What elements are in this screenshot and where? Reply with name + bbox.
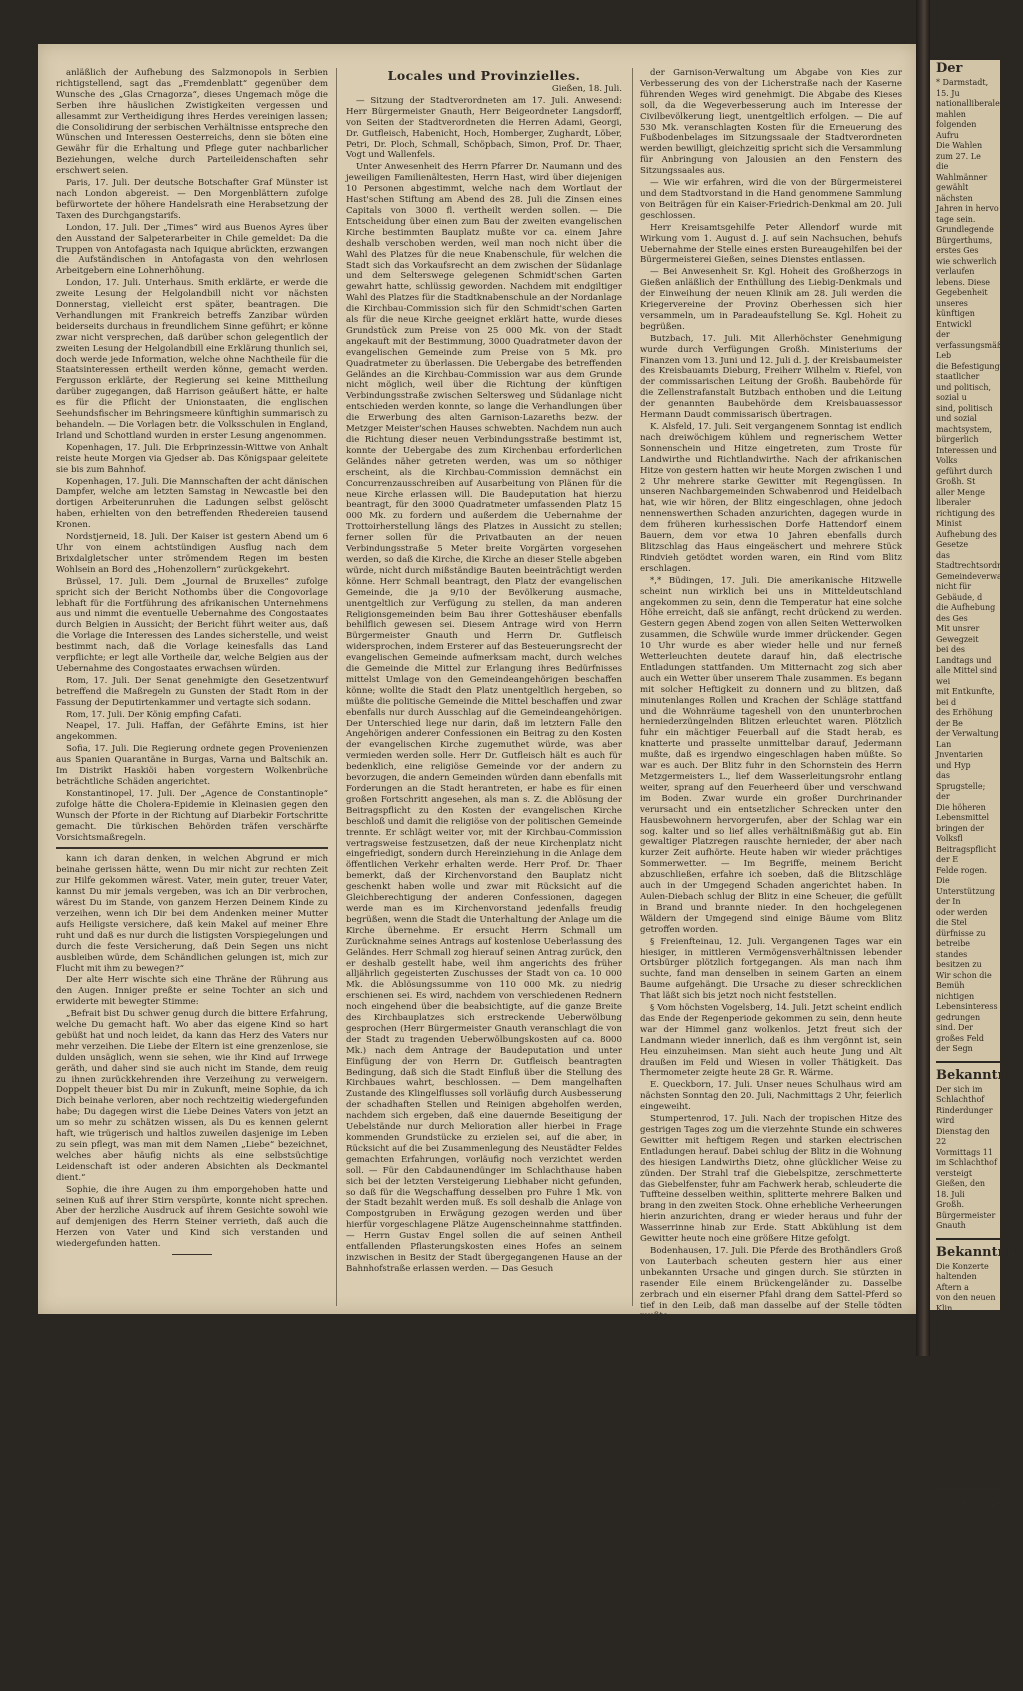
article-paragraph: — Bei Anwesenheit Sr. Kgl. Hoheit des Großherzogs in Gießen anläßlich der Enthüllung des Liebig-Denkmals und der Einweihung der neuen Klinik am 28. Juli werden die Kriegervereine der Provinz Oberhessen sich hier versammeln, um in Paradeaufstellung Se. Kgl. Hoheit zu begrüßen. xyxy=(640,267,902,332)
end-rule xyxy=(172,1254,212,1255)
article-paragraph: Kopenhagen, 17. Juli. Die Mannschaften der acht dänischen Dampfer, welche am letzten Samstag in Newcastle bei den dortigen Arbeiterunruhen die Ladungen selbst gelöscht haben, erhielten von den betreffenden Rhedereien tausend Kronen. xyxy=(56,476,328,531)
text-line: die Aufhebung des Ges xyxy=(936,603,996,623)
text-line: alle Mittel sind wei xyxy=(936,666,998,686)
ad-line: Großh. Bürgermeister xyxy=(936,1387,996,1407)
text-line: mit Entkunfte, bei d xyxy=(936,687,995,707)
ad-line: Großh. Orts xyxy=(936,1680,985,1689)
ad-line: Dienstag den 22 xyxy=(936,1126,990,1146)
text-line: Die höheren Lebensmittel xyxy=(936,802,990,822)
story-paragraph: Sophie, die ihre Augen zu ihm emporgehoben hatte und seinen Kuß auf ihrer Stirn verspürte, konnte nicht sprechen. Aber der herzliche Ausdruck auf ihrem Gesichte sowohl wie auf demjenigen des Herrn Steiner verrieth, daß auch die Herzen von Vater und Kind sich verstanden und wiedergefunden hatten. xyxy=(56,1184,328,1250)
text-line: sind, politisch und sozial xyxy=(936,403,993,423)
article-paragraph: — Wie wir erfahren, wird die von der Bürgermeisterei und dem Stadtvorstand in die Hand genommene Sammlung von Beiträgen für ein Kaiser-Friedrich-Denkmal am 20. Juli geschlossen. xyxy=(640,178,902,221)
ad-line: Großh. Bürgermeister xyxy=(936,1200,996,1220)
text-line: Felde rogen. Die xyxy=(936,865,987,885)
ad-line: Gnauth xyxy=(936,1408,966,1418)
text-line: gedrungen sind. Der xyxy=(936,1012,981,1032)
text-line: und politisch, sozial u xyxy=(936,382,992,402)
article-paragraph: Nordstjerneid, 18. Juli. Der Kaiser ist gestern Abend um 6 Uhr von einem achtstündigen Ausflug nach dem Brixdalgletscher unter strömendem Regen im besten Wohlsein an Bord des „Hohenzollern“ zurückgekehrt. xyxy=(56,532,328,575)
article-paragraph: § Freienfteinau, 12. Juli. Vergangenen Tages war ein hiesiger, in mittleren Vermögensverhältnissen lebender Ortsbürger plötzlich fortgegangen. Als man nach ihm suchte, fand man denselben in seinem Garten an einem Baume aufgehängt. Die Ursache zu dieser schrecklichen That läßt sich bis jetzt noch nicht feststellen. xyxy=(640,936,902,1002)
ad-line: Der sich im Schlachthof xyxy=(936,1084,985,1104)
ad-heading-1: Bekanntma xyxy=(936,1067,1020,1083)
text-line: geführt durch Großh. St xyxy=(936,466,993,486)
dateline: Gießen, 18. Juli. xyxy=(551,84,622,94)
text-line: das Sprugstelle; der xyxy=(936,771,986,801)
text-line: nationalliberalen xyxy=(936,99,1006,108)
ad-line: Großh. Ortsgerich xyxy=(936,1461,980,1481)
ad-line: Montag den 2 xyxy=(936,1627,993,1637)
text-line: wie schwerlich verlaufen xyxy=(936,256,997,276)
ad-body-1 xyxy=(936,1085,1000,1232)
text-line: Gemeindeverwaltung xyxy=(936,571,1023,581)
article-paragraph: Bodenhausen, 17. Juli. Die Pferde des Brothändlers Groß von Lauterbach scheuten gestern hier aus einer unbekannten Ursache und gingen durch. Sie stürzten in rasender Eile einem Brückengeländer zu. Dasselbe zerbrach und ein eiserner Pfahl drang dem Sattel-Pferd so tief in den Leib, daß man dasselbe auf der Stelle tödten mußte. xyxy=(640,1245,902,1322)
story-paragraph: kann ich daran denken, in welchen Abgrund er mich beinahe gerissen hätte, wenn Du mir nicht zur rechten Zeit zur Hilfe gekommen wärest. Vater, mein guter, treuer Vater, kannst Du mir jemals vergeben, was ich an Dir verbrochen, wärest Du im Stande, von ganzem Herzen Deinem Kinde zu verzeihen, wenn ich Dir bei dem Andenken meiner Mutter aufs Heiligste versichere, daß kein Makel auf meiner Ehre ruht und daß es nur durch die listigsten Vorspiegelungen und durch die feste Versicherung, daß Dein Segen uns nicht ausbleiben würde, dem Schändlichen gelungen ist, mich zur Flucht mit ihm zu bewegen?“ xyxy=(56,854,328,974)
story-paragraph: „Befrait bist Du schwer genug durch die bittere Erfahrung, welche Du gemacht haft. Wo aber das eigene Kind so hart gebüßt hat und noch leidet, da kann das Herz des Vaters nur mehr verzeihen. Die Liebe der Eltern ist eine grenzenlose, sie dulden unsäglich, wenn sie sehen, wie ihr Kind auf Irrwege geräth, und daher sind sie auch nicht im Stande, dem reuig zu ihnen zurückkehrenden ihre Verzeihung zu verweigern. Doppelt theuer bist Du mir in Zukunft, meine Sophie, da ich Dich beinahe verloren, aber noch rechtzeitig wiedergefunden habe; Du dagegen wirst die Liebe Deines Vaters von jetzt an um so mehr zu schätzen wissen, als Du es kennen gelernt haft, wie trügerisch und haltlos zuweilen dasjenige im Leben zu sein pflegt, was man mit dem Namen „Liebe“ bezeichnet, welches aber häufig nichts als eine selbstsüchtige Leidenschaft ist oder anderen Absichten als Deckmantel dient.“ xyxy=(56,1009,328,1183)
ad-line: von den neuen Klin xyxy=(936,1293,996,1313)
ad-body-2 xyxy=(936,1262,1000,1483)
next-page-fragment xyxy=(930,60,1023,1689)
text-line: die Befestigung staatlicher xyxy=(936,361,1000,381)
column-1 xyxy=(56,68,328,1304)
text-line: die Wahlmänner gewählt xyxy=(936,162,988,192)
text-line: nichtigen Lebensinteress xyxy=(936,991,998,1011)
ad-divider xyxy=(936,1238,1000,1240)
ad-line: mit 1 Matratze xyxy=(936,1596,997,1605)
article-paragraph: *,* Büdingen, 17. Juli. Die amerikanische Hitzwelle scheint nun wirklich bei uns in Mitteldeutschland angekommen zu sein, denn die Temperatur hat eine solche Höhe erreicht, daß sie anfängt, recht drückend zu werden. Gestern gegen Abend zogen von allen Seiten Wetterwolken zusammen, die Schwüle wurde immer drückender. Gegen 10 Uhr wurde es aber wieder helle und nur ferneß Wetterleuchten deutete darauf hin, daß electrische Entladungen stattfanden. Um Mitternacht zog sich aber auch ein Wetter über unserem Thale zusammen. Es begann mit solcher Heftigkeit zu donnern und zu blitzen, daß minutenlanges Rollen und Krachen der Schläge stattfand und die Wohnräume tageshell von den ununterbrochen herniederzüngelnden Blitzen erleuchtet waren. Plötzlich fuhr ein mächtiger Feuerball auf die Stadt herab, es knatterte und prasselte unmittelbar darauf, Jedermann mußte, daß es irgendwo eingeschlagen haben müßte. So war es auch. Der Blitz fuhr in den Schornstein des Herrn Metzgermeisters L., lief dem Wasserleitungsrohr entlang weiter, sprang auf den Feuerheerd über und verschwand im Boden. Zwar wurde ein großer Durchrinander verursacht und ein entsetzlicher Schrecken unter den Hausbewohnern hervorgerufen, aber der Schlag war ein sog. kalter und so lief alles verhältnißmäßig gut ab. Ein gewaltiger Platzregen rauschte hernieder, der aber nach kurzer Zeit aufhörte. Heute haben wir wieder prächtiges Sommerwetter. — Im Begriffe, meinem Bericht abzuschließen, erfahre ich soeben, daß die Blitzschläge auch in der Umgegend Schaden angerichtet haben. In Aulen-Diebach schlug der Blitz in eine Scheuer, die gefüllt in Brand und brannte nieder. In den hochgelegenen Wäldern der Umgegend sind einige Bäume vom Blitz getroffen worden. xyxy=(640,575,902,935)
text-line: großes Feld der Segn xyxy=(936,1033,985,1053)
text-line: Bürgerthums, erstes Ges xyxy=(936,235,993,255)
ad-line: im Schlachthof versteigt xyxy=(936,1158,997,1178)
article-paragraph: Butzbach, 17. Juli. Mit Allerhöchster Genehmigung wurde durch Verfügungen Großh. Ministeriums der Finanzen vom 13. Juni und 12. Juli d. J. der Kreisbaumeister des Kreisbauamts Dieburg, Freiherr Wilhelm v. Riefel, von der commissarischen Leitung der Großh. Baubehörde für die Zellenstrafanstalt Butzbach enthoben und die Leitung der genannten Baubehörde dem Kreisbauassessor Hermann Daudt commissarisch übertragen. xyxy=(640,333,902,421)
text-line: der verfassungsmäßigen Leb xyxy=(936,330,1020,360)
provincial-news xyxy=(640,68,902,1322)
feuilleton-divider xyxy=(56,847,328,849)
article-paragraph: Rom, 17. Juli. Der Senat genehmigte den Gesetzentwurf betreffend die Maßregeln zu Gunsten der Stadt Rom in der Fassung der Deputirtenkammer und vertagte sich sodann. xyxy=(56,675,328,708)
ad-line: Fahrnisse, als xyxy=(936,1554,992,1563)
text-line: bei des Landtags und xyxy=(936,645,992,665)
text-line: des Erhöhung der Be xyxy=(936,708,993,728)
article-paragraph: Konstantinopel, 17. Juli. Der „Agence de Constantinople“ zufolge hätte die Cholera-Epidemie in Kleinasien gegen den Wunsch der Pforte in der Richtung auf Diarbekir Fortschritte gemacht. Die türkischen Behörden träfen verschärfte Vorsichtsmaßregeln. xyxy=(56,788,328,843)
article-paragraph: § Vom höchsten Vogelsberg, 14. Juli. Jetzt scheint endlich das Ende der Regenperiode gekommen zu sein, denn heute war der Himmel ganz wolkenlos. Jetzt freut sich der Landmann wieder innerlich, daß es ihm vergönnt ist, sein Heu einzuheimsen. Man sieht auch heute Jung und Alt draußen im Feld und Wiesen in voller Thätigkeit. Das Thermometer zeigte heute 28 Gr. R. Wärme. xyxy=(640,1003,902,1079)
next-page-header: Der xyxy=(936,61,963,76)
story-paragraph: Der alte Herr wischte sich eine Thräne der Rührung aus den Augen. Inniger preßte er seine Tochter an sich und erwiderte mit bewegter Stimme: xyxy=(56,975,328,1008)
text-line: oder werden die Stel xyxy=(936,907,988,927)
article-paragraph: Stumpertenrod, 17. Juli. Nach der tropischen Hitze des gestrigen Tages zog um die vierzehnte Stunde ein schweres Gewitter mit heftigem Regen und starken electrischen Entladungen herauf. Dabei schlug der Blitz in die Wohnung des hiesigen Landwirths Dietz, ohne glücklicher Weise zu zünden. Der Strahl traf die Giebelspitze, zerschmetterte das Giebelfenster, fuhr am Fachwerk herab, schleuderte die Tuffteine desselben weithin, splitterte mehrere Balken und brang in den zweiten Stock. Ohne erhebliche Verheerungen hierin anzurichten, drang er wieder heraus und fuhr der Wasserrinne hinab zur Erde. Statt Abkühlung ist dem Gewitter heute noch eine größere Hitze gefolgt. xyxy=(640,1114,902,1245)
article-paragraph: — Sitzung der Stadtverordneten am 17. Juli. Anwesend: Herr Bürgermeister Gnauth, Herr Beigeordneter Langsdorff, von Seiten der Stadtverordneten die Herren Adami, Georgi, Dr. Gutfleisch, Habenicht, Hoch, Homberger, Zughardt, Löber, Petri, Dr. Ploch, Schmall, Schöpbach, Simon, Prof. Dr. Thaer, Vogt und Wallenfels. xyxy=(346,95,622,161)
newspaper-page xyxy=(38,44,916,1322)
text-line: nicht für Gebäude, d xyxy=(936,582,983,602)
text-line: bringen der Volksfl xyxy=(936,823,984,843)
ad-line: kommode, 1 Bettstelle xyxy=(936,1575,986,1595)
next-page-text xyxy=(936,78,1023,1055)
article-paragraph: London, 17. Juli. Der „Times“ wird aus Buenos Ayres über den Ausstand der Salpeterarbeiter in Chile gemeldet: Da die Truppen von Antofagasta nach Iquique abrückten, erzwangen die Aufständischen in Antofagasta von den wehrlosen Arbeitgebern eine Lohnerhöhung. xyxy=(56,222,328,277)
column-rule xyxy=(336,68,337,1306)
ad-line: Großh. Orts xyxy=(936,1617,985,1626)
text-line: lebens. Diese Gegebenheit xyxy=(936,277,991,297)
text-line: Interessen und Volks xyxy=(936,445,997,465)
article-paragraph: anläßlich der Aufhebung des Salzmonopols in Serbien richtigstellend, sagt das „Fremdenblatt“ gegenüber dem Wunsche des „Glas Crnagorza“, dieses Ungemach möge die Serben ihre häuslichen Zwistigkeiten vergessen und allesammt zur Vertheidigung ihres Herdes vereinigen lassen; die Consolidirung der serbischen Verhältnisse entspreche den Wünschen und Interessen Oesterreichs, denn sie böten eine Gewähr für die Erhaltung und Pflege guter nachbarlicher Beziehungen, welche durch Parteileidenschaften sehr erschwert seien. xyxy=(56,68,328,177)
ad-heading-2: Bekanntma xyxy=(936,1244,1020,1260)
feuilleton-story xyxy=(56,854,328,1250)
text-line: nächsten Jahren in hervo xyxy=(936,193,999,213)
text-line: richtigung des Minist xyxy=(936,508,995,528)
article-paragraph: der Garnison-Verwaltung um Abgabe von Kies zur Verbesserung des von der Licherstraße nach der Kaserne führenden Weges wird genehmigt. Die Abgabe des Kieses soll, da die Wegeverbesserung auch im Interesse der Civilbevölkerung liegt, unentgeltlich erfolgen. — Die auf 530 Mk. veranschlagten Kosten für die Erneuerung des Fußbodenbelages im Sitzungssaale der Stadtverordneten werden bewilligt, gleichzeitig spricht sich die Versammlung für Anbringung von Jalousien an den Fenstern des Sitzungssaales aus. xyxy=(640,68,902,177)
section-heading: Locales und Provinzielles. xyxy=(387,68,581,83)
ad-line: Gnauth xyxy=(936,1221,966,1230)
text-line: Wir schon die Bemüh xyxy=(936,970,992,990)
text-line: standes besitzen zu xyxy=(936,949,982,969)
ad-line: Gießen, 17. Juli 1890 xyxy=(936,1659,999,1679)
text-line: aller Menge liberaler xyxy=(936,487,985,507)
text-line: das Stadtrechtsordnung xyxy=(936,550,1018,570)
ad-line: Vormittags 11 xyxy=(936,1147,993,1157)
text-line: der Verwaltung Lan xyxy=(936,729,999,749)
ad-line: Samstag den 16 xyxy=(936,1419,989,1439)
article-paragraph: Rom, 17. Juli. Der König empfing Cafati. xyxy=(66,709,242,720)
ad-line: Die Konzerte xyxy=(936,1261,989,1271)
text-line: Jnventarien und Hyp xyxy=(936,750,984,770)
text-line: Die Wahlen zum 27. Le xyxy=(936,141,983,161)
column-rule xyxy=(632,68,633,1306)
text-line: dürfnisse zu betreibe xyxy=(936,928,986,948)
text-line: Mit unsrer Gewegzeit xyxy=(936,624,980,644)
ad-line: Montag den 21 xyxy=(936,1314,998,1323)
ad-divider xyxy=(936,1061,1000,1063)
text-line: * Darmstadt, 15. Ju xyxy=(936,78,989,98)
local-news xyxy=(346,96,622,1275)
text-line: Beitragspflicht der E xyxy=(936,844,997,864)
ad-line: haltenden Aftern a xyxy=(936,1272,977,1292)
column-2 xyxy=(346,68,622,1304)
ad-line: Rinderdunger wird xyxy=(936,1105,993,1125)
article-paragraph: Neapel, 17. Juli. Haffan, der Gefährte Emins, ist hier angekommen. xyxy=(56,721,328,743)
ad-line: 115 Stühle xyxy=(936,1564,981,1574)
article-paragraph: Brüssel, 17. Juli. Dem „Journal de Bruxelles“ zufolge spricht sich der Bericht Nothombs über die Congovorlage lebhaft für die Fortführung des afrikanischen Unternehmens aus und nimmt die eventuelle Uebernahme des Congostaates durch Belgien in Aussicht; der Bericht führt weiter aus, daß die Vorlage die Interessen des Landes sicherstelle, und weist bestimmt nach, daß die Vorlage keinesfalls das Land verpflichte; er legt alle Vortheile dar, welche Belgien aus der Uebernahme des Congostaates erwachsen würden. xyxy=(56,576,328,674)
ad-line: Nachmittags 3 Uhr xyxy=(936,1324,996,1344)
article-paragraph: K. Alsfeld, 17. Juli. Seit vergangenem Sonntag ist endlich nach dreiwöchigem kühlem und regnerischem Wetter Sonnenschein und Hitze eingetreten, zum Troste für Landwirthe und Richtlandwirthe. Nach der afrikanischen Hitze von gestern hatten wir heute Morgen zwischen 1 und 2 Uhr mehrere starke Gewitter mit Regengüssen. In unseren Nachbargemeinden Schwabenrod und Heidelbach hat, wie wir hören, der Blitz eingeschlagen, ohne jedoch nennenswerthen Schaden anzurichten, dagegen wurde in dem früheren kurhessischen Dorfe Hattendorf einem Bauern, dem vor etwa 10 Jahren ebenfalls durch Blitzschlag das Haus eingeäschert und mehrere Stück Rindvieh getödtet worden waren, ein Rind vom Blitz erschlagen. xyxy=(640,422,902,574)
text-line: Aufhebung des Gesetze xyxy=(936,529,997,549)
text-line: machtsystem, bürgerlich xyxy=(936,424,993,444)
article-paragraph: Kopenhagen, 17. Juli. Die Erbprinzessin-Wittwe von Anhalt reiste heute Morgen via Gjedser ab. Das Königspaar geleitete sie bis zum Bahnhof. xyxy=(56,442,328,475)
ad-line: Samstag den 19. xyxy=(936,1512,989,1532)
column-3 xyxy=(640,68,902,1322)
ad-line: Gießen, den 18. Juli xyxy=(936,1179,986,1199)
ad-line: versteigern die E xyxy=(936,1638,998,1658)
book-gutter xyxy=(916,0,930,1356)
ad-heading-3: Versteige xyxy=(936,1495,1004,1510)
ad-line: Gießen, den 18. Juli xyxy=(936,1366,986,1386)
text-line: unseres künftigen Entwickl xyxy=(936,298,975,329)
article-paragraph: Sofia, 17. Juli. Die Regierung ordnete gegen Provenienzen aus Spanien Quarantäne in Burgas, Varna und Baltschik an. Im Distrikt Haskiöi haben vorgestern Wolkenbrüche beträchtliche Schäden angerichtet. xyxy=(56,744,328,787)
text-line: Unterstützung der In xyxy=(936,886,995,906)
article-paragraph: Unter Anwesenheit des Herrn Pfarrer Dr. Naumann und des jeweiligen Familienältesten, Herrn Hast, wird über diejenigen 10 Personen abgestimmt, welche nach dem Wortlaut der Hast'schen Stiftung am Abend des 28. Juli die Zinsen eines Capitals von 3000 fl. vertheilt werden sollen. — Die Entscheidung über einen zum Bau der zweiten evangelischen Kirche bestimmten Bauplatz mußte vor ca. einem Jahre deshalb verschoben werden, weil man noch nicht über die Wahl des Platzes für die neue Knabenschule, für welchen die Stadt sich das Vorkaufsrecht an dem zwischen der Südanlage und dem Selterswege gelegenen Schmidt'schen Garten gewahrt hatte, schlüssig geworden. Nachdem mit endgiltiger Wahl des Platzes für die Stadtknabenschule an der Nordanlage die Kirchbau-Commission sich für den Schmidt'schen Garten als für die neue Kirche geeignet erklärt hatte, wurde dieses Grundstück zum Preise von 25 000 Mk. von der Stadt angekauft mit der Bestimmung, 3000 Quadratmeter davon der evangelischen Gemeinde zum Preise von 5 Mk. pro Quadratmeter zu überlassen. Die Uebergabe des betreffenden Geländes an die Kirchbau-Commission war aus dem Grunde nicht möglich, weil über die Richtung der künftigen Verbindungsstraße zwischen Seltersweg und Südanlage nicht entschieden werden konnte, so lange die Verhandlungen über die Erwerbung des alten Garnison-Lazareths bezw. der Metzger Meister'schen Hauses schwebten. Nachdem nun auch die Richtung dieser neuen Verbindungsstraße bestimmt ist, konnte der Uebergabe des zum Kirchenbau erforderlichen Geländes näher getreten werden, was um so nöthiger erscheint, als die Kirchbau-Commission demnächst ein Concurrenzausschreiben auf Ausarbeitung von Plänen für die neue Kirche erlassen will. Die Baudeputation hat hierzu beantragt, für den 3000 Quadratmeter umfassenden Platz 15 000 Mk. zu fordern und außerdem die Uebernahme der Trottoirherstellung längs des Platzes in Aussicht zu stellen; ferner sollen für die Privatbauten an der neuen Verbindungsstraße 5 Meter breite Vorgärten vorgesehen werden, so daß die Kirche, die Kirche an dieser Stelle abgeben würde, nicht durch mißständige Bauten beeinträchtigt werden könne. Herr Schmall beantragt, den Platz der evangelischen Gemeinde, die ja 9/10 der Bevölkerung ausmache, unentgeltlich zur Verfügung zu stellen, da man anderen Religionsgemeinden beim Bau ihrer Gotteshäuser ebenfalls behilflich gewesen sei. Diesem Antrage wird von Herrn Bürgermeister Gnauth und Herrn Dr. Gutfleisch widersprochen, indem Ersterer auf das Besteuerungsrecht der evangelischen Gemeinde aufmerksam macht, durch welches die Gemeinde die Mittel zur Erlangung ihres Bedürfnisses mittelst Umlage von den Gemeindeangehörigen beschaffen könne; wollte die Stadt den Platz unentgeltlich hergeben, so müßte die politische Gemeinde die Mittel beschaffen und zwar ebenfalls nur durch Ausschlag auf die Gemeindeangehörigen. Der Unterschied liege nur darin, daß im letztern Falle den Angehörigen anderer Confessionen ein Beitrag zu den Kosten der evangelischen Kirche zugemuthet würde, was aber vermieden werden solle. Herr Dr. Gutfleisch hält es auch für bedenklich, eine religiöse Gemeinde vor der andern zu bevorzugen, die andern Gemeinden würden dann ebenfalls mit Forderungen an die Stadt herantreten, er habe es für einen großen Fortschritt angesehen, als man s. Z. die Ablösung der Beitragspflicht zu den Kosten der evangelischen Kirche beschloß und damit die religiöse von der politischen Gemeinde trennte. Er schlägt weiter vor, mit der Kirchbau-Commission vertragsweise festzusetzen, daß der neue Kirchenplatz nicht eingefriedigt, sondern durch Hereinziehung in die Anlage dem öffentlichen Verkehr erhalten werde. Herr Prof. Dr. Thaer bemerkt, daß der Kirchenvorstand den Bauplatz nicht geschenkt haben wolle und zwar mit Rücksicht auf die Gleichberechtigung der anderen Confessionen, dagegen werde man es im Kirchenvorstand jedenfalls freudig begrüßen, wenn die Stadt die Unterhaltung der Anlage um die Kirche übernehme. Er ersucht Herrn Schmall um Zurücknahme seines Antrags auf kostenlose Ueberlassung des Geländes. Herr Schmall zog hierauf seinen Antrag zurück, den er deshalb gestellt habe, weil ihm angerichts des früher alljährlich gegeisterten Zuschusses der Stadt von ca. 10 000 Mk. die Ablösungssumme von 110 000 Mk. zu niedrig erschienen sei. Es wird, nachdem von verschiedenen Rednern noch eingehend über die beabsichtigte, auf die ganze Breite des Kirchbauplatzes sich erstreckende Ueberwölbung gesprochen (Herr Bürgermeister Gnauth veranschlagt die von der Stadt zu tragenden Ueberwölbungskosten auf ca. 8000 Mk.) nach dem Antrage der Baudeputation und unter Einfügung der von Herrn Dr. Gutfleisch beantragten Bedingung, daß sich die Stadt Einfluß über die Stellung des Kirchbaues wahrt, beschlossen. — Dem mangelhaften Zustande des Klingelflusses soll vorläufig durch Ausbesserung der schadhaften Stellen und Reinigen abgeholfen werden, nachdem sich ergeben, daß eine dauernde Beseitigung der Uebelstände nur durch Melioration aller hierbei in Frage kommenden Grundstücke zu erzielen sei, auf die aber, in Rücksicht auf die bei Zusammenlegung des Neustädter Feldes gemachten Erfahrungen, vorläufig noch verzichtet werden soll. — Für den Cabdaunendünger im Schlachthause haben sich bei der letzten Versteigerung Liebhaber nicht gefunden, so daß für die Wegschaffung desselben pro Fuhre 1 Mk. von der Stadt bezahlt werden muß. Es soll deshalb die Anlage von Compostgruben in Erwägung gezogen werden und über hierfür vorgeschlagene Plätze Augenscheinnahme stattfinden. — Herrn Gustav Engel sollen die auf seinen Antheil entfallenden Pflasterungskosten eines Hofes an seinem inzwischen in Besitz der Stadt übergegangenen Hause an der Bahnhofstraße erlassen werden. — Das Gesuch xyxy=(346,162,622,1274)
ad-line: an Ort und Stelle ver xyxy=(936,1345,981,1365)
article-paragraph: Paris, 17. Juli. Der deutsche Botschafter Graf Münster ist nach London abgereist. — Den Morgenblättern zufolge befürwortete der höhere Handelsrath eine Herabsetzung der Taxen des Durchgangstarifs. xyxy=(56,178,328,221)
article-paragraph: London, 17. Juli. Unterhaus. Smith erklärte, er werde die zweite Lesung der Helgolandbill nicht vor nächsten Donnerstag, vielleicht erst später, beantragen. Die Verhandlungen mit Frankreich betreffs Zanzibar würden beiderseits durchaus in freundlichem Sinne geführt; er könne zwar nicht versprechen, daß darüber schon gelegentlich der zweiten Lesung der Helgolandbill eine Erklärung thunlich sei, doch werde jede Information, welche ohne Nachtheile für die Staatsinteressen ertheilt werden könne, gemacht werden. Fergusson erklärte, der Regierung sei keine Mittheilung darüber zugegangen, daß Harrison geäußert hätte, er halte es für die Pflicht der Unionstaaten, die englischen Seehundsfischer im Behringsmeere künftighin summarisch zu behandeln. — Die Vorlagen betr. die Volksschulen in England, Irland und Schottland wurden in erster Lesung angenommen. xyxy=(56,278,328,441)
text-line: tage sein. Grundlegende xyxy=(936,214,994,234)
ad-body-3 xyxy=(936,1512,1000,1691)
telegram-news xyxy=(56,68,328,843)
text-line: mahlen folgenden Aufru xyxy=(936,109,977,140)
ad-line: Nachmittags 2 Uhr xyxy=(936,1533,996,1553)
article-paragraph: E. Queckborn, 17. Juli. Unser neues Schulhaus wird am nächsten Sonntag den 20. Juli, Nachmittags 2 Uhr, feierlich eingeweiht. xyxy=(640,1080,902,1113)
ad-line: Gießen, 17. Juli xyxy=(936,1606,999,1616)
ad-line: Jakob Wacker Gebrü xyxy=(936,1440,992,1460)
ad-divider xyxy=(936,1488,1000,1490)
article-paragraph: Herr Kreisamtsgehilfe Peter Allendorf wurde mit Wirkung vom 1. August d. J. auf sein Nachsuchen, behufs Uebernahme der Stelle eines ersten Bureaugehilfen bei der Bürgermeisterei Gießen, seines Dienstes entlassen. xyxy=(640,222,902,266)
